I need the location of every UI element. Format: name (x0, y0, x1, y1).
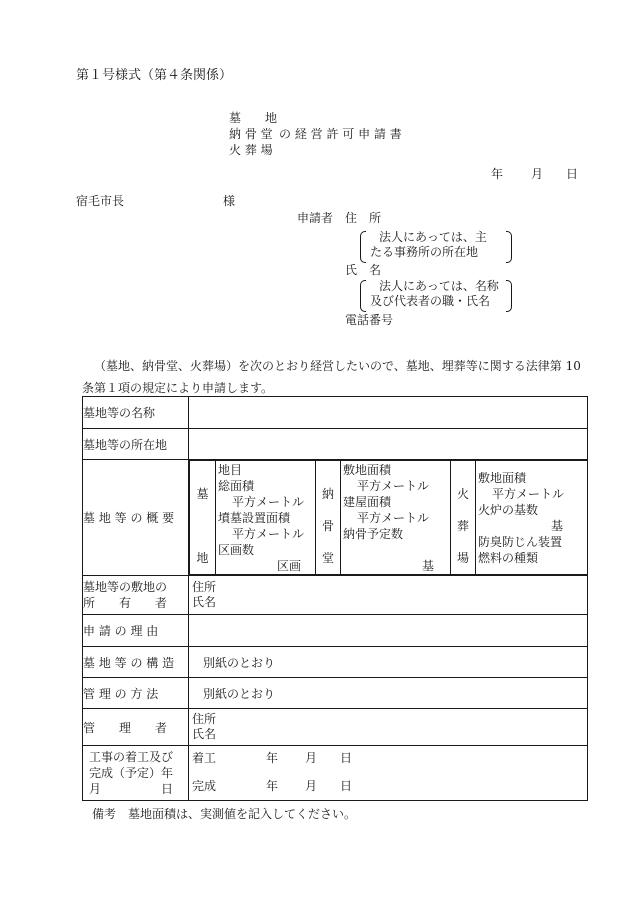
form-number: 第１号様式（第４条関係） (76, 68, 233, 83)
crematory-vertical: 火 葬 場 (451, 461, 476, 575)
title-kind-crematory: 火 葬 場 (229, 143, 273, 157)
applicant-label: 申請者 (297, 211, 334, 225)
title-suffix: の 経 営 許 可 申 請 書 (279, 127, 402, 141)
method-label: 管 理 の 方 法 (83, 678, 189, 709)
structure-value: 別紙のとおり (189, 647, 588, 678)
cemetery-vertical: 墓 地 (190, 461, 216, 575)
reason-field[interactable] (189, 615, 588, 647)
name-note-line: 法人にあっては、名称 (379, 279, 499, 293)
owner-field[interactable]: 住所 氏名 (189, 576, 588, 615)
title-kind-cemetery: 墓 地 (229, 111, 278, 125)
finish-row[interactable] (192, 773, 587, 800)
finish-day-unit: 日 (340, 779, 353, 793)
owner-label: 墓地等の敷地の 所 有 者 (83, 576, 189, 615)
date-day: 日 (566, 167, 579, 181)
construction-dates[interactable] (189, 746, 588, 801)
crematory-section[interactable]: 敷地面積 平方メートル 火炉の基数 基 防臭防じん装置 燃料の種類 (476, 461, 588, 575)
start-label: 着工 (192, 751, 217, 765)
name-label: 墓地等の名称 (83, 397, 189, 429)
overview-label: 墓 地 等 の 概 要 (83, 460, 189, 576)
applicant-name-label: 氏 名 (345, 263, 382, 277)
bracket-left (360, 231, 366, 263)
date-month: 月 (531, 167, 544, 181)
finish-month-unit: 月 (305, 779, 318, 793)
application-statement: （墓地、納骨堂、火葬場）を次のとおり経営したいので、墓地、埋葬等に関する法律第 10 条第１項の規定により申請します。 (82, 359, 581, 395)
name-note-line: 及び代表者の職・氏名 (370, 294, 491, 308)
method-value: 別紙のとおり (189, 678, 588, 709)
addressee-honorific: 様 (223, 194, 236, 208)
address-note-line: たる事務所の所在地 (370, 245, 479, 259)
title-kind-ossuary: 納 骨 堂 (229, 127, 273, 141)
addressee-name: 宿毛市長 (76, 194, 125, 208)
bracket-left (360, 280, 366, 312)
ossuary-vertical: 納 骨 堂 (316, 461, 341, 575)
address-note-line: 法人にあっては、主 (379, 230, 487, 244)
start-year-unit: 年 (266, 751, 279, 765)
remarks-note: 備考 墓地面積は、実測値を記入してください。 (92, 807, 357, 821)
finish-label: 完成 (192, 779, 217, 793)
start-month-unit: 月 (305, 751, 318, 765)
finish-year-unit: 年 (266, 779, 279, 793)
start-row[interactable] (192, 746, 587, 773)
location-field[interactable] (189, 429, 588, 460)
application-table (82, 396, 588, 801)
applicant-address-label: 住 所 (345, 211, 382, 225)
construction-label: 工事の着工及び 完成（予定）年 月 日 (83, 746, 189, 801)
applicant-phone-label: 電話番号 (345, 313, 394, 327)
bracket-right (506, 280, 512, 312)
cemetery-section[interactable]: 地目 総面積 平方メートル 墳墓設置面積 平方メートル 区画数 区画 (216, 461, 316, 575)
structure-label: 墓 地 等 の 構 造 (83, 647, 189, 678)
date-year: 年 (491, 167, 504, 181)
manager-field[interactable]: 住所 氏名 (189, 709, 588, 746)
bracket-right (506, 231, 512, 263)
reason-label: 申 請 の 理 由 (83, 615, 189, 647)
start-day-unit: 日 (340, 751, 353, 765)
manager-label: 管 理 者 (83, 709, 189, 746)
ossuary-section[interactable]: 敷地面積 平方メートル 建屋面積 平方メートル 納骨予定数 基 (341, 461, 451, 575)
location-label: 墓地等の所在地 (83, 429, 189, 460)
name-field[interactable] (189, 397, 588, 429)
